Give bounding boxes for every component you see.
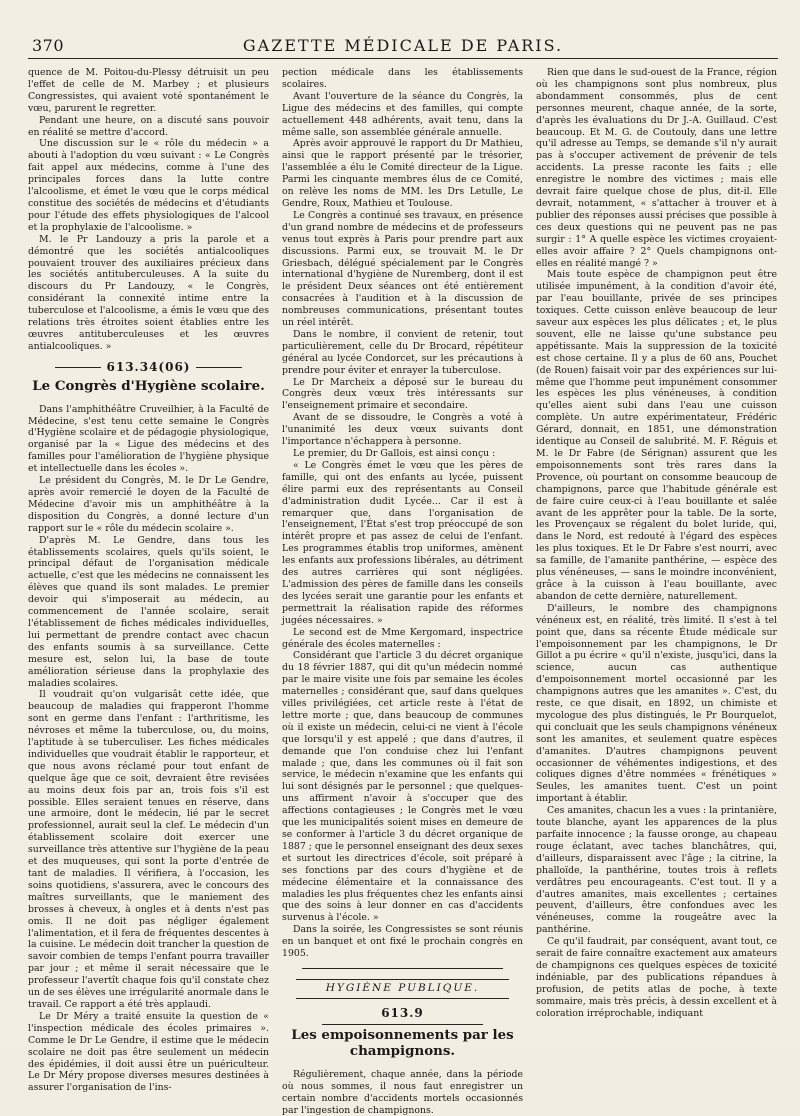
divider [322,1024,483,1025]
paragraph: Pendant une heure, on a discuté sans pouvoir en réalité se mettre d'accord. [28,114,269,138]
paragraph: Ce qu'il faudrait, par conséquent, avant tout, ce serait de faire connaître exactement aux amateurs de champignons ces quelques espèces de toxicité indéniable, par des publications répandues à profusion, de petits atlas de poche, à texte sommaire, mais très précis, à dessin excellent et à coloration irréprochable, indiquant [536,936,777,1019]
paragraph: M. le Pr Landouzy a pris la parole et a démontré que les sociétés antialcooliques pouvaient trouver des auxiliaires précieux dans les sociétés antituberculeuses. A la suite du discours du Pr Landouzy, « le Congrès, considérant la connexité intime entre la tuberculose et l'alcoolisme, a émis le vœu que des relations très étroites soient établies entre les œuvres antituberculeuses et les œuvres antialcooliques. » [28,233,269,352]
paragraph: D'après M. Le Gendre, dans tous les établissements scolaires, quels qu'ils soient, le principal défaut de l'organisation médicale actuelle, c'est que les médecins ne connaissent les élèves que quand ils sont malades. Le premier devoir qui s'imposerait au médecin, au commencement de l'année scolaire, serait l'établissement de fiches médicales individuelles, lui permettant de prendre contact avec chacun des enfants soumis à sa surveillance. Cette mesure est, selon lui, la base de toute amélioration sérieuse dans la prophylaxie des maladies scolaires. [28,534,269,689]
rubric-heading: HYGIÈNE PUBLIQUE. [296,979,509,999]
divider [302,968,503,969]
paragraph: quence de M. Poitou-du-Plessy détruisit un peu l'effet de celle de M. Marbey ; et plusieurs Congressistes, qui avaient voté spontanément le vœu, parurent le regretter. [28,67,269,114]
text-columns [28,67,778,1116]
paragraph: Dans la soirée, les Congressistes se sont réunis en un banquet et ont fixé le prochain congrès en 1905. [282,924,523,960]
paragraph: Le premier, du Dr Gallois, est ainsi conçu : [293,448,496,459]
paragraph: Après avoir approuvé le rapport du Dr Mathieu, ainsi que le rapport présenté par le trésorier, l'assemblée a élu le Comité directeur de la Ligue. Parmi les cinquante membres élus de ce Comité, on relève les noms de MM. les Drs Letulle, Le Gendre, Roux, Mathieu et Toulouse. [282,138,523,209]
paragraph: Le second est de Mme Kergomard, inspectrice générale des écoles maternelles : [282,626,523,650]
section-title: Les empoisonnements par les champignons. [291,1026,514,1059]
section-number [282,1005,523,1020]
paragraph: Rien que dans le sud-ouest de la France, région où les champignons sont plus nombreux, plus abondamment consommés, plus de cent personnes meurent, chaque année, de la sorte, d'après les évaluations du Dr J.-A. Guillaud. C'est beaucoup. Et M. G. de Coutouly, dans une lettre qu'il adresse au Temps, se demande s'il n'y aurait pas à s'occuper activement de prévenir de tels accidents. La presse raconte les faits ; elle enregistre le nombre des victimes ; mais elle devrait faire quelque chose de plus, dit-il. Elle devrait, notamment, « s'attacher à trouver et à publier des réponses aussi précises que possible à ces deux questions qui ne peuvent pas ne pas surgir : 1° A quelle espèce les victimes croyaient-elles avoir affaire ? 2° Quels champignons ont-elles en réalité mangé ? » [536,67,777,269]
paragraph: Le président du Congrès, M. le Dr Le Gendre, après avoir remercié le doyen de la Faculté de Médecine d'avoir mis un amphithéâtre à la disposition du Congrès, a donné lecture d'un rapport sur le « rôle du médecin scolaire ». [28,475,269,534]
paragraph: Avant l'ouverture de la séance du Congrès, la Ligue des médecins et des familles, qui compte actuellement 448 adhérents, avait tenu, dans la même salle, son assemblée générale annuelle. [282,90,523,138]
section-rule-right [196,367,242,368]
paragraph: Mais toute espèce de champignon peut être utilisée impunément, à la condition d'avoir été, par l'eau bouillante, privée de ses principes toxiques. Cette cuisson enlève beaucoup de leur saveur aux espèces les plus délicates ; et, le plus souvent, elle ne laisse qu'une substance peu appétissante. Mais la suppression de la toxicité est chose certaine. Il y a plus de 60 ans, Pouchet (de Rouen) faisait voir par des expériences sur lui-même que l'homme peut impunément consommer les espèces les plus vénéneuses, à condition qu'elles aient subi dans l'eau une cuisson complète. Un autre expérimentateur, Frédéric Gérard, donnait, en 1851, une démonstration identique au Conseil de salubrité. M. F. Réguis et M. le Dr Fabre (de Sérignan) assurent que les empoisonnements sont très rares dans la Provence, où pourtant on consomme beaucoup de champignons, parce que l'habitude générale est de faire cuire ceux-ci à l'eau bouillante et salée avant de les apprêter pour la table. De la sorte, les Provençaux se régalent du bolet luride, qui, dans le Nord, est redouté à l'égard des espèces les plus toxiques. Et le Dr Fabre s'est nourri, avec sa famille, de l'amanite panthérine, — espèce des plus vénéneuses, — sans le moindre inconvénient, grâce à la cuisson à l'eau bouillante, avec abandon de cette dernière, naturellement. [536,269,777,602]
paragraph: Le Congrès a continué ses travaux, en présence d'un grand nombre de médecins et de professeurs venus tout exprès à Paris pour prendre part aux discussions. Parmi eux, se trouvait M. le Dr Griesbach, délégué spécialement par le Congrès international d'hygiène de Nuremberg, dont il est le président Deux séances ont été entièrement consacrées à l'audition et à la discussion de nombreuses communications, présentant toutes un réel intérêt. [282,209,523,329]
section-title: Le Congrès d'Hygiène scolaire. [32,377,265,394]
section-number-text: 613.9 [381,1005,424,1020]
page-number: 370 [32,36,65,55]
paragraph: D'ailleurs, le nombre des champignons vénéneux est, en réalité, très limité. Il s'est à tel point que, dans sa récente Étude médicale sur l'empoisonnement par les champignons, le Dr Gillot a pu écrire « qu'il n'existe, jusqu'ici, dans la science, aucun cas authentique d'empoisonnement mortel occasionné par les champignons autres que les amanites ». C'est, du reste, ce que disait, en 1892, un chimiste et mycologue des plus distingués, le Pr Bourquelot, qui concluait que les seuls champignons vénéneux sont les amanites, et seulement quatre espèces d'amanites. D'autres champignons peuvent occasionner de véhémentes indigestions, et des coliques dignes d'être nommées « frénétiques » Seules, les amanites tuent. C'est un point important à établir. [536,602,777,805]
paragraph: Une discussion sur le « rôle du médecin » a abouti à l'adoption du vœu suivant : « Le Congrès fait appel aux médecins, comme à l'une des principales forces dans la lutte contre l'alcoolisme, et émet le vœu que le corps médical constitue des sociétés de médecins et d'étudiants pour l'étude des effets physiologiques de l'alcool et la prophylaxie de l'alcoolisme. » [28,138,269,233]
paragraph: Avant de se dissoudre, le Congrès a voté à l'unanimité les deux vœux suivants dont l'importance n'échappera à personne. [282,412,523,448]
paragraph: Régulièrement, chaque année, dans la période où nous sommes, il nous faut enregistrer un certain nombre d'accidents mortels occasionnés par l'ingestion de champignons. [282,1068,523,1116]
journal-title: GAZETTE MÉDICALE DE PARIS. [242,36,564,55]
section-rule-left [55,367,101,368]
paragraph: Dans l'amphithéâtre Cruveilhier, à la Faculté de Médecine, s'est tenu cette semaine le Congrès d'Hygiène scolaire et de pédagogie physiologique, organisé par la « Ligue des médecins et des familles pour l'amélioration de l'hygiène physique et intellectuelle dans les écoles ». [28,403,269,475]
column-1 [28,67,269,1116]
paragraph: pection médicale dans les établissements scolaires. [282,67,523,90]
section-number-text: 613.34(06) [106,359,191,374]
paragraph: Dans le nombre, il convient de retenir, tout particulièrement, celle du Dr Brocard, répétiteur général au lycée Condorcet, sur les précautions à prendre pour éviter et enrayer la tuberculose. [282,328,523,376]
paragraph: Considérant que l'article 3 du décret organique du 18 février 1887, qui dit qu'un médecin nommé par le maire visite une fois par semaine les écoles maternelles ; considérant que, sauf dans quelques villes privilégiées, cet article reste à l'état de lettre morte ; que, dans beaucoup de communes où il existe un médecin, celui-ci ne vient à l'école que lorsqu'il y est appelé ; que dans d'autres, il demande que l'on conduise chez lui l'enfant malade ; que, dans les communes où il fait son service, le médecin n'examine que les enfants qui lui sont désignés par le personnel ; que quelques-uns affirment n'avoir à s'occuper que des affections contagieuses ; le Congrès met le vœu que les municipalités soient mises en demeure de se conformer à l'article 3 du décret organique de 1887 ; que le personnel enseignant des deux sexes et surtout les directrices d'école, soit préparé à ses fonctions par des cours d'hygiène et de médecine élémentaire et la connaissance des maladies les plus fréquentes chez les enfants ainsi que des soins à leur donner en cas d'accidents survenus à l'école. » [282,650,523,924]
paragraph: Il voudrait qu'on vulgarisât cette idée, que beaucoup de maladies qui frapperont l'homme sont en germe dans l'enfant : l'arthritisme, les névroses et même la tuberculose, ou, du moins, l'aptitude à se tuberculiser. Les fiches médicales individuelles que voudrait établir le rapporteur, et que nous avons réclamé pour tout enfant de quelque âge que ce soit, devraient être revisées au moins deux fois par an, trois fois s'il est possible. Elles seraient tenues en réserve, dans une armoire, dont le médecin, lié par le secret professionnel, aurait seul la clef. Le médecin d'un établissement scolaire doit exercer une surveillance très attentive sur l'hygiène de la peau et des muqueuses, qui sont la porte d'entrée de tant de maladies. Il vérifiera, à l'occasion, les soins quotidiens, s'assurera, avec le concours des maîtres surveillants, que le maniement des brosses à cheveux, à ongles et à dents n'est pas omis. Il ne doit pas négliger également l'alimentation, et il fera de fréquentes descentes à la cuisine. Le médecin doit trancher la question de savoir combien de temps l'enfant pourra travailler par jour ; et même il serait nécessaire que le professeur l'avertît chaque fois qu'il constate chez un de ses élèves une irrégularité anormale dans le travail. Ce rapport a été très applaudi. [28,689,269,1010]
column-3 [536,67,777,1116]
running-head [28,36,778,59]
column-2 [282,67,523,1116]
paragraph: « Le Congrès émet le vœu que les pères de famille, qui ont des enfants au lycée, puissent élire parmi eux des représentants au Conseil d'administration dudit Lycée... Car il est à remarquer que, dans l'organisation de l'enseignement, l'État s'est trop préoccupé de son intérêt propre et pas assez de celui de l'enfant. Les programmes établis trop uniformes, amènent les enfants aux professions libérales, au détriment des autres carrières qui sont négligées. L'admission des pères de famille dans les conseils des lycées serait une garantie pour les enfants et permettrait la réalisation rapide des réformes jugées nécessaires. » [282,459,523,626]
paragraph: Le Dr Méry a traité ensuite la question de « l'inspection médicale des écoles primaires ». Comme le Dr Le Gendre, il estime que le médecin scolaire ne doit pas être seulement un médecin des épidémies, il doit aussi être un puériculteur. Le Dr Méry propose diverses mesures destinées à assurer l'organisation de l'ins- [28,1010,269,1094]
paragraph: Le Dr Marcheix a déposé sur le bureau du Congrès deux vœux très intéressants sur l'enseignement primaire et secondaire. [282,376,523,412]
section-number [28,359,269,374]
paragraph: Ces amanites, chacun les a vues : la printanière, toute blanche, ayant les apparences de la plus parfaite innocence ; la fausse oronge, au chapeau rouge éclatant, avec taches blanchâtres, qui, d'ailleurs, disparaissent avec l'âge ; la citrine, la phalloïde, la panthérine, toutes trois à reflets verdâtres peu encourageants. C'est tout. Il y a d'autres amanites, mais excellentes ; certaines peuvent, d'ailleurs, être confondues avec les vénéneuses, comme la rougeâtre avec la panthérine. [536,805,777,936]
